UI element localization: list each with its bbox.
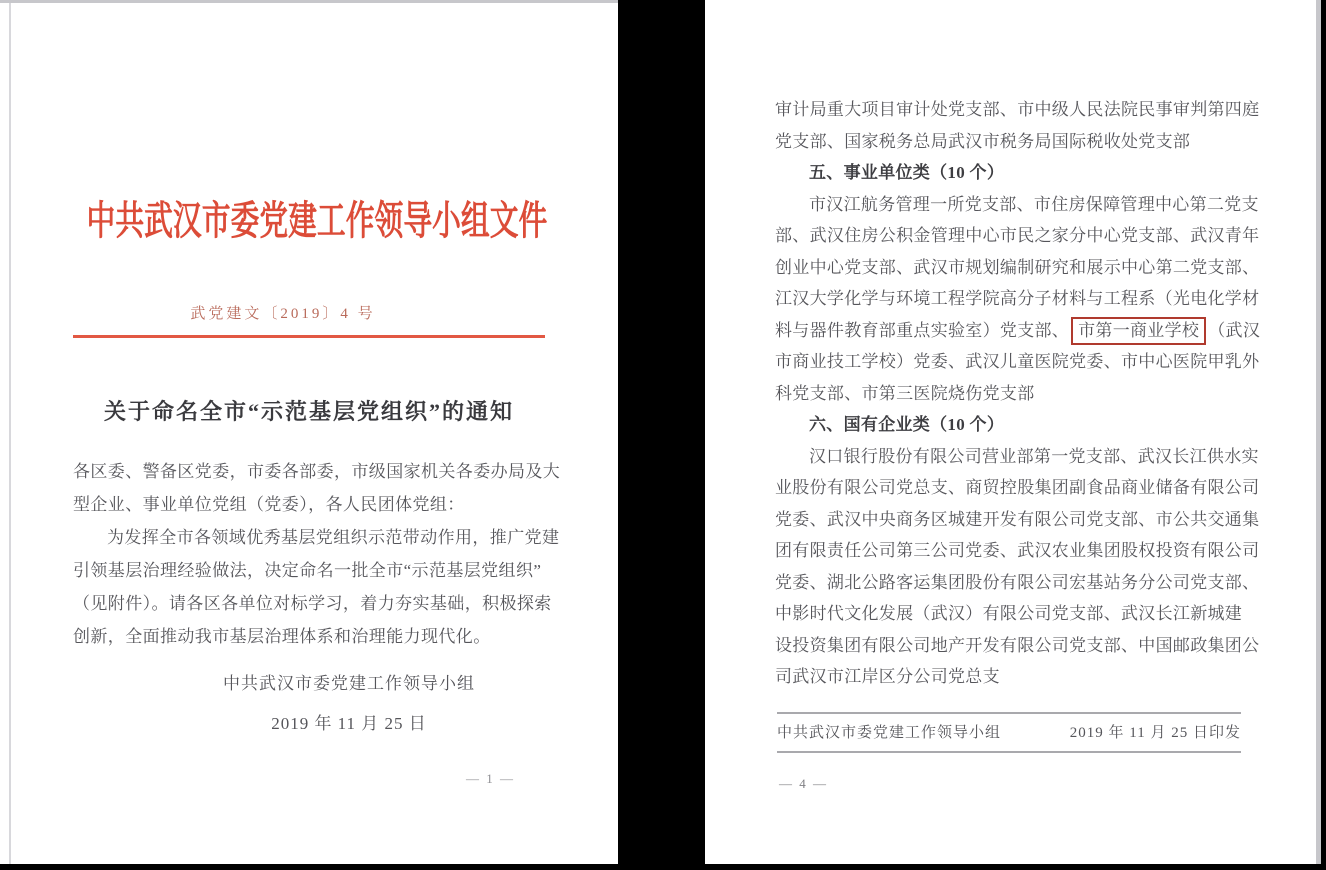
section-heading-public-institutions: 五、事业单位类（10 个） (809, 163, 1005, 182)
list-line: 党支部、国家税务总局武汉市税务局国际税收处党支部 (775, 131, 1191, 151)
notice-title: 关于命名全市“示范基层党组织”的通知 (103, 399, 514, 424)
list-line: 创业中心党支部、武汉市规划编制研究和展示中心第二党支部、 (775, 257, 1260, 277)
body-line: （见附件）。请各区各单位对标学习，着力夯实基础，积极探索 (73, 594, 552, 613)
footer-issuer: 中共武汉市委党建工作领导小组 (777, 725, 1002, 741)
section-heading-state-owned-enterprises: 六、国有企业类（10 个） (809, 415, 1005, 434)
body-line: 引领基层治理经验做法，决定命名一批全市“示范基层党组织” (73, 561, 542, 580)
list-line: 司武汉市江岸区分公司党总支 (775, 667, 1000, 686)
page-number: — 4 — (779, 776, 828, 791)
list-line: 团有限责任公司第三公司党委、武汉农业集团股权投资有限公司 (775, 541, 1260, 560)
list-line: 业股份有限公司党总支、商贸控股集团副食品商业储备有限公司 (775, 478, 1260, 497)
notice-body (73, 455, 561, 653)
document-reference-number: 武党建文〔2019〕4 号 (190, 306, 376, 322)
highlight-before-text: 料与器件教育部重点实验室）党支部、 (775, 320, 1070, 340)
page-number: — 1 — (466, 771, 515, 786)
list-line: 汉口银行股份有限公司营业部第一党支部、武汉长江供水实 (809, 446, 1259, 466)
red-separator-rule (73, 335, 545, 338)
document-page-4 (705, 0, 1321, 864)
footer-rule-bottom (777, 751, 1241, 753)
body-line: 型企业、事业单位党组（党委），各人民团体党组： (73, 495, 465, 514)
list-line: 审计局重大项目审计处党支部、市中级人民法院民事审判第四庭 (775, 100, 1260, 119)
list-line-with-highlight (775, 315, 1261, 347)
red-letterhead-title: 中共武汉市委党建工作领导小组文件 (86, 198, 548, 243)
footer-rule-top (777, 712, 1241, 714)
list-line: 中影时代文化发展（武汉）有限公司党支部、武汉长江新城建 (775, 604, 1243, 623)
highlight-box: 市第一商业学校 (1071, 317, 1206, 345)
scan-edge-artifact (9, 3, 11, 864)
issue-date: 2019 年 11 月 25 日 (271, 714, 427, 733)
body-line: 创新，全面推动我市基层治理体系和治理能力现代化。 (73, 627, 491, 646)
highlight-after-text: （武汉 (1208, 320, 1261, 340)
list-line: 科党支部、市第三医院烧伤党支部 (775, 383, 1035, 403)
list-line: 市商业技工学校）党委、武汉儿童医院党委、市中心医院甲乳外 (775, 352, 1260, 371)
list-line: 江汉大学化学与环境工程学院高分子材料与工程系（光电化学材 (775, 289, 1260, 308)
imprint-footer (777, 719, 1241, 747)
footer-print-date: 2019 年 11 月 25 日印发 (1069, 725, 1241, 741)
list-line: 市汉江航务管理一所党支部、市住房保障管理中心第二党支 (809, 194, 1259, 214)
attachment-list (775, 94, 1261, 693)
list-line: 部、武汉住房公积金管理中心市民之家分中心党支部、武汉青年 (775, 226, 1260, 245)
list-line: 党委、湖北公路客运集团股份有限公司宏基站务分公司党支部、 (775, 572, 1260, 592)
body-line: 各区委、警备区党委，市委各部委，市级国家机关各委办局及大 (73, 462, 561, 481)
document-page-1 (0, 0, 618, 864)
issuing-authority: 中共武汉市委党建工作领导小组 (223, 674, 475, 693)
list-line: 党委、武汉中央商务区城建开发有限公司党支部、市公共交通集 (775, 509, 1260, 529)
signature-block (40, 669, 658, 734)
body-line: 为发挥全市各领域优秀基层党组织示范带动作用，推广党建 (107, 528, 560, 547)
list-line: 设投资集团有限公司地产开发有限公司党支部、中国邮政集团公 (775, 635, 1260, 655)
